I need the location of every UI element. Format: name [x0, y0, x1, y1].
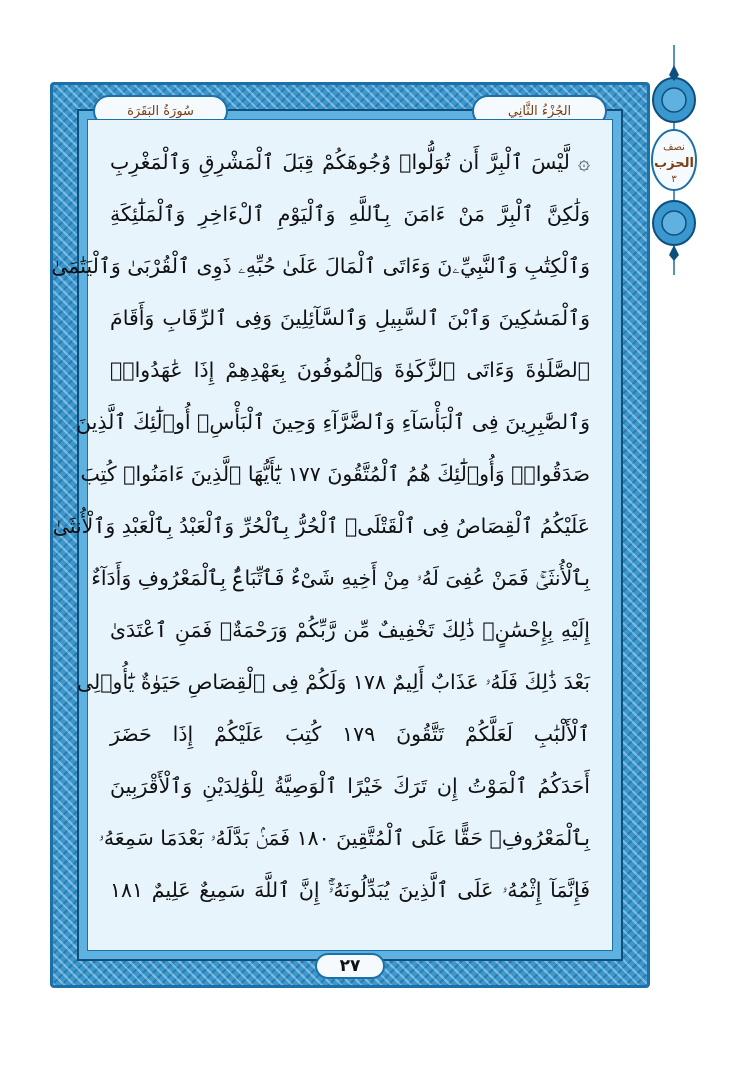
mushaf-page-frame	[50, 82, 650, 988]
verse-line: إِلَيْهِ بِإِحْسَٰنٍۗ ذَٰلِكَ تَخْفِيفٌ مِّن رَّبِّكُمْ وَرَحْمَةٌۗ فَمَنِ ٱعْتَدَىٰ	[110, 618, 590, 642]
verse-line: ٱلصَّلَوٰةَ وَءَاتَى ٱلزَّكَوٰةَ وَٱلْمُوفُونَ بِعَهْدِهِمْ إِذَا عَٰهَدُوا۟ۖ	[110, 358, 590, 382]
verse-line: بِٱلْأُنثَىٰۚ فَمَنْ عُفِىَ لَهُۥ مِنْ أَخِيهِ شَىْءٌ فَٱتِّبَاعٌۢ بِٱلْمَعْرُوفِ وَأَدَآءٌ	[91, 566, 590, 590]
verse-line: وَٱلْمَسَٰكِينَ وَٱبْنَ ٱلسَّبِيلِ وَٱلسَّآئِلِينَ وَفِى ٱلرِّقَابِ وَأَقَامَ	[110, 306, 590, 330]
page-number: ٢٧	[315, 953, 385, 979]
text-panel	[51, 119, 613, 951]
verse-line: صَدَقُوا۟ۖ وَأُو۟لَٰٓئِكَ هُمُ ٱلْمُتَّقُونَ ١٧٧ يَٰٓأَيُّهَا ٱلَّذِينَ ءَامَنُوا۟ كُتِبَ	[80, 462, 590, 486]
verse-line: ٱلْأَلْبَٰبِ لَعَلَّكُمْ تَتَّقُونَ ١٧٩ كُتِبَ عَلَيْكُمْ إِذَا حَضَرَ	[110, 722, 591, 746]
verse-line: عَلَيْكُمُ ٱلْقِصَاصُ فِى ٱلْقَتْلَىۖ ٱلْحُرُّ بِٱلْحُرِّ وَٱلْعَبْدُ بِٱلْعَبْدِ وَٱلْأُنثَىٰ	[52, 514, 590, 538]
verse-line: بِٱلْمَعْرُوفِۖ حَقًّا عَلَى ٱلْمُتَّقِينَ ١٨٠ فَمَنۢ بَدَّلَهُۥ بَعْدَمَا سَمِعَهُۥ	[98, 826, 590, 850]
verse-line: أَحَدَكُمُ ٱلْمَوْتُ إِن تَرَكَ خَيْرًا ٱلْوَصِيَّةُ لِلْوَٰلِدَيْنِ وَٱلْأَقْرَبِينَ	[110, 774, 590, 798]
verse-line: فَإِنَّمَآ إِثْمُهُۥ عَلَى ٱلَّذِينَ يُبَدِّلُونَهُۥٓۚ إِنَّ ٱللَّهَ سَمِيعٌ عَلِيمٌ ١٨١	[110, 878, 590, 902]
verse-line: وَٱلْكِتَٰبِ وَٱلنَّبِيِّۦنَ وَءَاتَى ٱلْمَالَ عَلَىٰ حُبِّهِۦ ذَوِى ٱلْقُرْبَىٰ وَٱلْيَتَٰمَىٰ	[51, 254, 590, 278]
verse-lines	[51, 142, 591, 910]
hizb-label: الحزب	[654, 156, 694, 171]
surah-name-header: سُورَةُ البَقَرَة	[93, 95, 228, 127]
juz-name-header: الجُزْءُ الثَّانِي	[472, 95, 607, 127]
verse-line: ۞ لَّيْسَ ٱلْبِرَّ أَن تُوَلُّوا۟ وُجُوهَكُمْ قِبَلَ ٱلْمَشْرِقِ وَٱلْمَغْرِبِ	[110, 150, 590, 174]
hizb-number: ٣	[671, 174, 677, 185]
verse-line: بَعْدَ ذَٰلِكَ فَلَهُۥ عَذَابٌ أَلِيمٌ ١٧٨ وَلَكُمْ فِى ٱلْقِصَاصِ حَيَوٰةٌ يَٰٓأُو۟لِى	[76, 670, 590, 694]
verse-line: وَلَٰكِنَّ ٱلْبِرَّ مَنْ ءَامَنَ بِٱللَّهِ وَٱلْيَوْمِ ٱلْءَاخِرِ وَٱلْمَلَٰٓئِكَةِ	[110, 202, 590, 226]
hizb-marker-text	[651, 140, 697, 188]
verse-line: وَٱلصَّٰبِرِينَ فِى ٱلْبَأْسَآءِ وَٱلضَّرَّآءِ وَحِينَ ٱلْبَأْسِۗ أُو۟لَٰٓئِكَ ٱلَّذِينَ	[76, 410, 590, 434]
hizb-fraction: نصف	[663, 142, 685, 153]
